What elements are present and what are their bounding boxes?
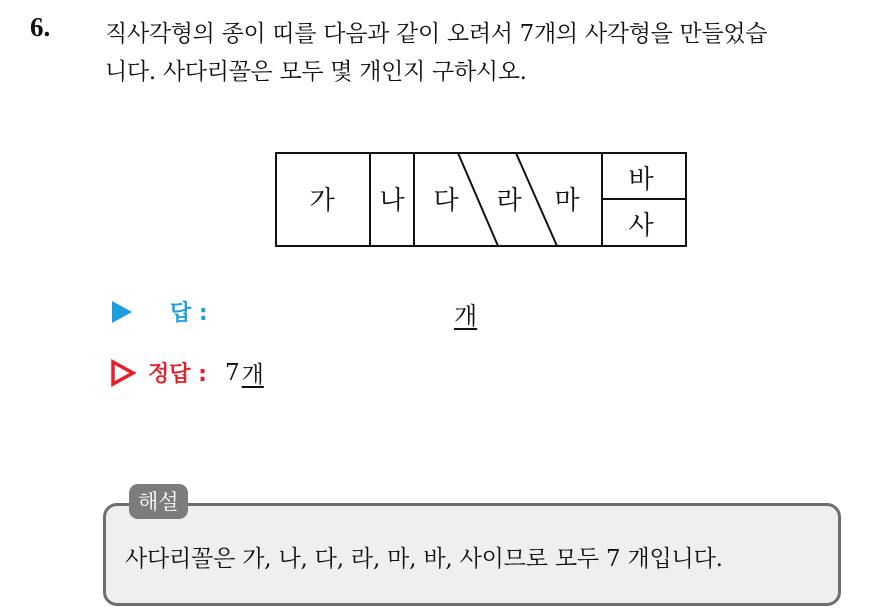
play-filled-icon	[110, 299, 134, 325]
answer-label: 답 :	[170, 301, 208, 326]
answer-row	[110, 296, 208, 327]
explanation-tag: 해설	[129, 484, 188, 519]
correct-answer-label: 정답 :	[148, 362, 207, 387]
shape-label-ba: 바	[628, 165, 654, 195]
question-text-line-1: 직사각형의 종이 띠를 다음과 같이 오려서 7개의 사각형을 만들었습	[105, 21, 768, 47]
question-text-line-2: 니다. 사다리꼴은 모두 몇 개인지 구하시오.	[105, 59, 527, 85]
correct-answer-value: 7	[224, 359, 240, 386]
correct-answer-unit: 개	[241, 362, 264, 388]
shape-label-da: 다	[433, 186, 459, 216]
cut-line-4-slant	[516, 153, 557, 246]
explanation-text: 사다리꼴은 가, 나, 다, 라, 마, 바, 사이므로 모두 7 개입니다.	[125, 546, 723, 572]
answer-unit-blank: 개	[454, 302, 478, 330]
correct-answer-row	[110, 356, 264, 389]
shape-label-ga: 가	[309, 186, 335, 216]
shape-label-ra: 라	[496, 186, 522, 216]
question-number: 6.	[30, 12, 51, 42]
cut-line-3-slant	[458, 153, 498, 246]
shape-label-ma: 마	[554, 186, 580, 216]
play-outline-icon	[110, 359, 136, 387]
shape-label-na: 나	[379, 186, 405, 216]
shape-label-sa: 사	[628, 211, 654, 241]
